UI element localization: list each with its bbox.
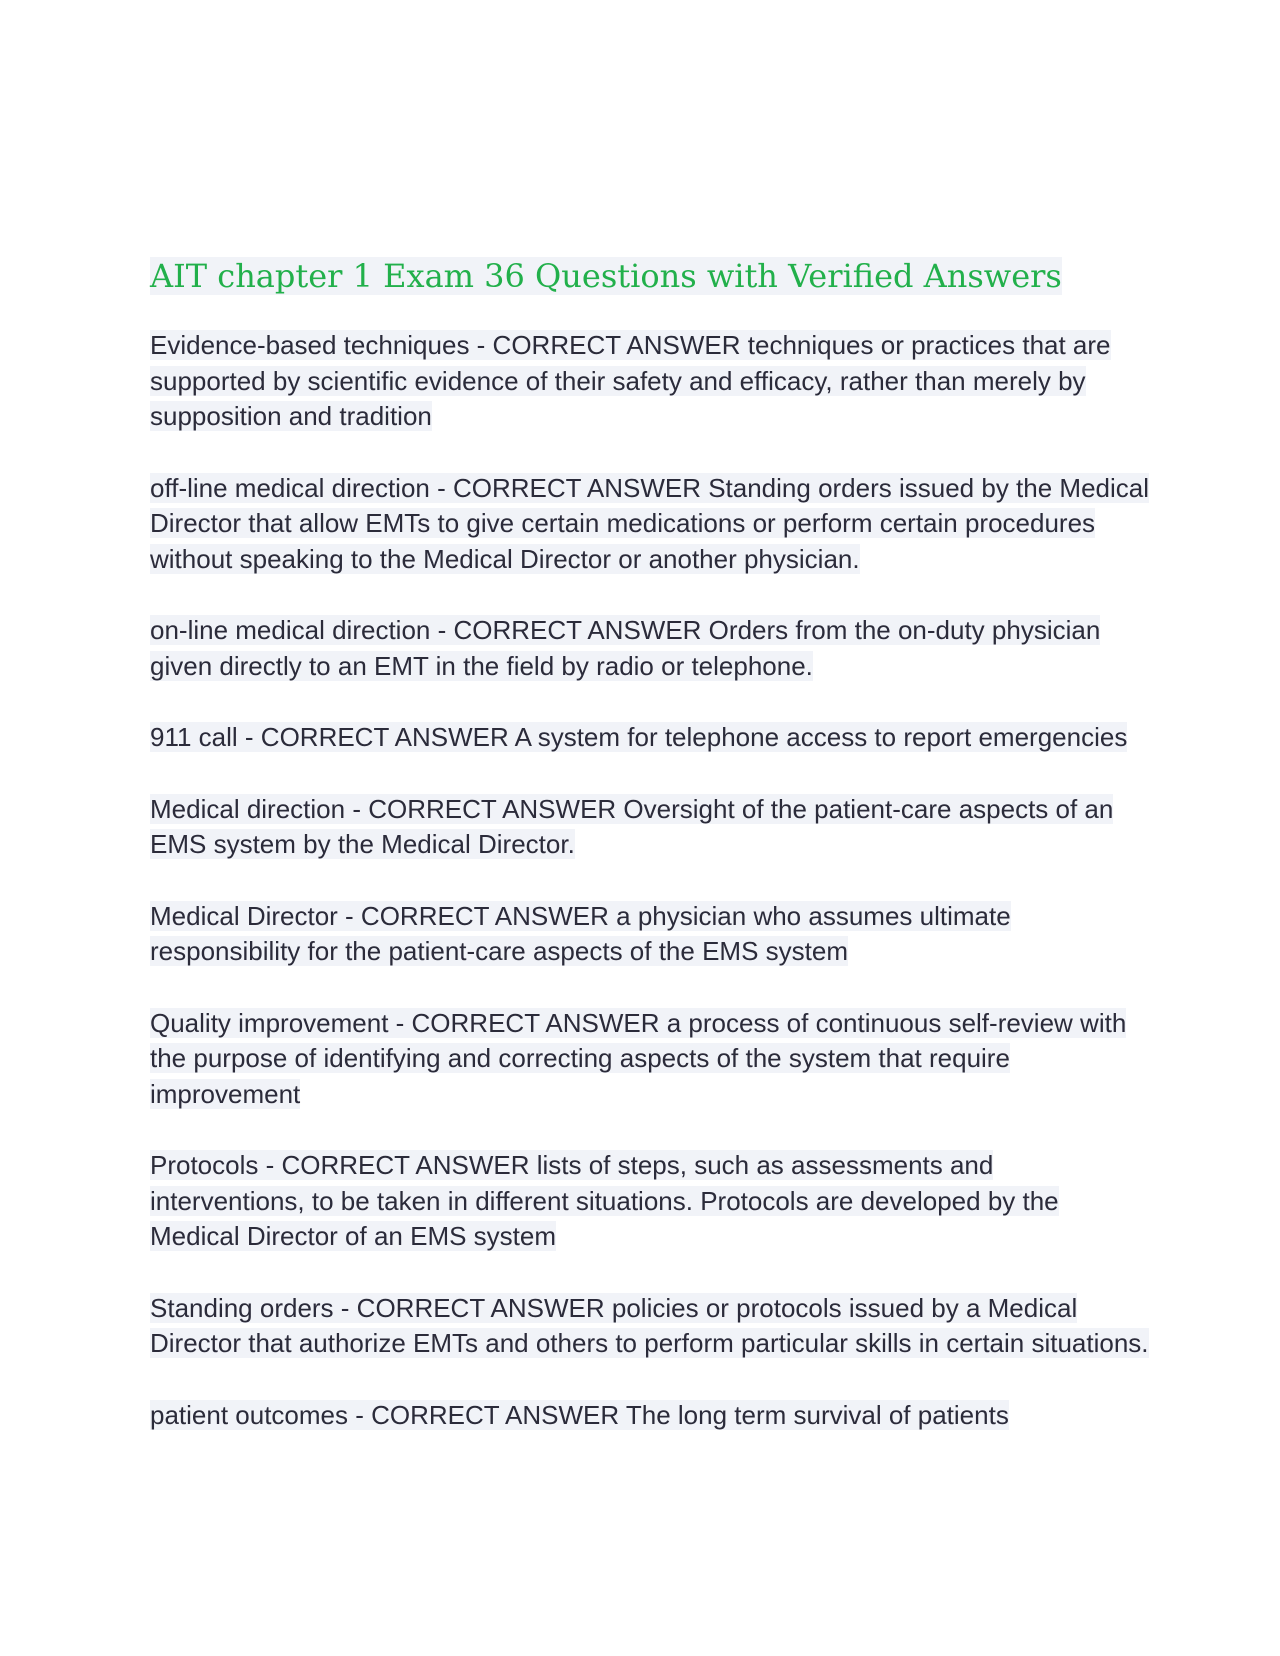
qa-item-text: off-line medical direction - CORRECT ANSWER Standing orders issued by the Medical Director that allow EMTs to give certain medications or perform certain procedures without speaking to the Medical Director or another physician.: [150, 472, 1150, 574]
document-page: [150, 256, 1150, 1469]
qa-item-off-line-medical-direction: [150, 471, 1150, 578]
qa-item-on-line-medical-direction: [150, 613, 1150, 684]
document-title: [150, 256, 1150, 296]
qa-item-text: Standing orders - CORRECT ANSWER policies or protocols issued by a Medical Director that authorize EMTs and others to perform particular skills in certain situations.: [150, 1292, 1149, 1358]
document-title-text: AIT chapter 1 Exam 36 Questions with Verified Answers: [150, 257, 1062, 295]
qa-item-text: Quality improvement - CORRECT ANSWER a process of continuous self-review with the purpose of identifying and correcting aspects of the system that require improvement: [150, 1007, 1127, 1109]
qa-item-text: patient outcomes - CORRECT ANSWER The long term survival of patients: [150, 1399, 1009, 1430]
qa-item-text: Protocols - CORRECT ANSWER lists of steps, such as assessments and interventions, to be taken in different situations. Protocols are developed by the Medical Director of an EMS system: [150, 1150, 1059, 1251]
qa-item-patient-outcomes: [150, 1398, 1150, 1434]
qa-item-911-call: [150, 720, 1150, 756]
qa-item-text: on-line medical direction - CORRECT ANSWER Orders from the on-duty physician given directly to an EMT in the field by radio or telephone.: [150, 615, 1101, 681]
qa-item-quality-improvement: [150, 1006, 1150, 1113]
qa-item-medical-direction: [150, 792, 1150, 863]
qa-item-protocols: [150, 1148, 1150, 1255]
qa-item-text: Evidence-based techniques - CORRECT ANSWER techniques or practices that are supported by scientific evidence of their safety and efficacy, rather than merely by supposition and tradition: [150, 330, 1111, 431]
qa-item-text: Medical direction - CORRECT ANSWER Oversight of the patient-care aspects of an EMS system by the Medical Director.: [150, 793, 1114, 859]
qa-item-standing-orders: [150, 1291, 1150, 1362]
qa-item-evidence-based-techniques: [150, 328, 1150, 435]
qa-item-medical-director: [150, 899, 1150, 970]
qa-item-text: 911 call - CORRECT ANSWER A system for telephone access to report emergencies: [150, 722, 1128, 752]
qa-item-text: Medical Director - CORRECT ANSWER a physician who assumes ultimate responsibility for the patient-care aspects of the EMS system: [150, 900, 1011, 966]
